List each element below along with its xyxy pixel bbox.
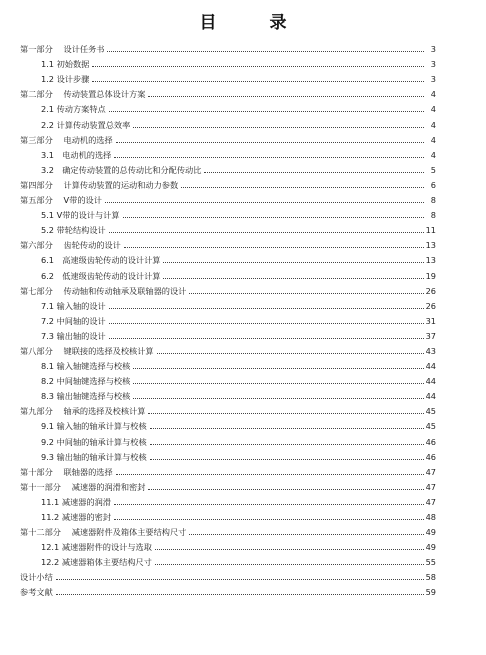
toc-page-number: 11: [425, 225, 436, 236]
toc-subsection-entry[interactable]: [20, 54, 436, 69]
toc-page-number: 3: [430, 44, 436, 55]
toc-subsection-entry[interactable]: [20, 386, 436, 401]
toc-entry-label: 第一部分 设计任务书: [20, 44, 105, 55]
toc-entry-label: 第二部分 传动装置总体设计方案: [20, 89, 146, 100]
toc-page-number: 44: [425, 361, 436, 372]
toc-page-number: 44: [425, 391, 436, 402]
toc-entry-label: 2.2 计算传动装置总效率: [41, 119, 131, 130]
toc-entry-label: 参考文献: [20, 587, 53, 598]
toc-page-number: 45: [425, 421, 436, 432]
toc-subsection-entry[interactable]: [20, 326, 436, 341]
toc-subsection-entry[interactable]: [20, 552, 436, 567]
toc-page-number: 49: [425, 527, 436, 538]
toc-dot-leader: [133, 127, 424, 128]
toc-dot-leader: [148, 489, 423, 490]
toc-entry-label: 7.1 输入轴的设计: [41, 300, 106, 311]
toc-subsection-entry[interactable]: [20, 371, 436, 386]
toc-page-number: 47: [425, 496, 436, 507]
toc-dot-leader: [105, 202, 424, 203]
toc-page-number: 19: [425, 270, 436, 281]
toc-entry-label: 设计小结: [20, 572, 53, 583]
toc-section-entry[interactable]: [20, 522, 436, 537]
toc-dot-leader: [124, 247, 424, 248]
toc-page-number: 44: [425, 376, 436, 387]
toc-page-number: 47: [425, 466, 436, 477]
toc-entry-label: 第八部分 键联接的选择及校核计算: [20, 345, 154, 356]
toc-page-number: 37: [425, 330, 436, 341]
toc-entry-label: 11.1 减速器的润滑: [41, 496, 111, 507]
toc-dot-leader: [109, 338, 424, 339]
toc-entry-label: 9.1 输入轴的轴承计算与校核: [41, 421, 147, 432]
toc-page-number: 4: [430, 89, 436, 100]
toc-entry-label: 9.3 输出轴的轴承计算与校核: [41, 451, 147, 462]
toc-entry-label: 第十一部分 减速器的润滑和密封: [20, 481, 146, 492]
toc-dot-leader: [204, 172, 424, 173]
toc-section-entry[interactable]: [20, 582, 436, 597]
toc-entry-label: 第七部分 传动轴和传动轴承及联轴器的设计: [20, 285, 187, 296]
toc-dot-leader: [150, 459, 424, 460]
toc-dot-leader: [155, 549, 424, 550]
toc-entry-label: 2.1 传动方案特点: [41, 104, 106, 115]
toc-dot-leader: [123, 217, 424, 218]
toc-subsection-entry[interactable]: [20, 431, 436, 446]
toc-entry-label: 9.2 中间轴的轴承计算与校核: [41, 436, 147, 447]
toc-subsection-entry[interactable]: [20, 250, 436, 265]
toc-dot-leader: [114, 504, 424, 505]
toc-page-number: 4: [430, 119, 436, 130]
toc-dot-leader: [148, 96, 424, 97]
toc-page-number: 3: [430, 74, 436, 85]
toc-subsection-entry[interactable]: [20, 416, 436, 431]
toc-page-number: 4: [430, 134, 436, 145]
toc-dot-leader: [157, 353, 424, 354]
toc-entry-label: 1.2 设计步骤: [41, 74, 90, 85]
toc-dot-leader: [116, 142, 424, 143]
toc-entry-label: 6.1 高速级齿轮传动的设计计算: [41, 255, 161, 266]
toc-page-number: 3: [430, 59, 436, 70]
toc-subsection-entry[interactable]: [20, 537, 436, 552]
toc-entry-label: 第三部分 电动机的选择: [20, 134, 113, 145]
toc-dot-leader: [189, 534, 423, 535]
toc-section-entry[interactable]: [20, 175, 436, 190]
toc-page-number: 26: [425, 285, 436, 296]
toc-entry-label: 3.1 电动机的选择: [41, 149, 112, 160]
toc-subsection-entry[interactable]: [20, 492, 436, 507]
toc-section-entry[interactable]: [20, 84, 436, 99]
toc-section-entry[interactable]: [20, 39, 436, 54]
toc-entry-label: 7.2 中间轴的设计: [41, 315, 106, 326]
toc-subsection-entry[interactable]: [20, 311, 436, 326]
toc-page-number: 45: [425, 406, 436, 417]
toc-section-entry[interactable]: [20, 235, 436, 250]
toc-dot-leader: [56, 579, 424, 580]
toc-entry-label: 8.1 输入轴键选择与校核: [41, 361, 131, 372]
toc-dot-leader: [155, 564, 424, 565]
toc-dot-leader: [109, 111, 424, 112]
toc-entry-label: 12.2 减速器箱体主要结构尺寸: [41, 557, 152, 568]
toc-entry-label: 第五部分 V带的设计: [20, 195, 102, 206]
toc-page-number: 48: [425, 512, 436, 522]
toc-entry-label: 1.1 初始数据: [41, 59, 90, 70]
toc-entry-label: 5.2 带轮结构设计: [41, 225, 106, 236]
toc-page-number: 55: [425, 557, 436, 568]
toc-dot-leader: [133, 368, 423, 369]
toc-section-entry[interactable]: [20, 341, 436, 356]
toc-entry-label: 12.1 减速器附件的设计与选取: [41, 542, 152, 553]
toc-dot-leader: [163, 278, 423, 279]
toc-section-entry[interactable]: [20, 281, 436, 296]
toc-dot-leader: [56, 594, 424, 595]
toc-subsection-entry[interactable]: [20, 220, 436, 235]
toc-dot-leader: [116, 474, 424, 475]
toc-dot-leader: [107, 51, 424, 52]
toc-page-number: 31: [425, 315, 436, 326]
toc-page-number: 8: [430, 195, 436, 206]
toc-subsection-entry[interactable]: [20, 507, 436, 522]
toc-entry-label: 第十部分 联轴器的选择: [20, 466, 113, 477]
toc-subsection-entry[interactable]: [20, 145, 436, 160]
toc-page-number: 6: [430, 179, 436, 190]
toc-entry-label: 第六部分 齿轮传动的设计: [20, 240, 121, 251]
toc-entry-label: 11.2 减速器的密封: [41, 512, 111, 522]
toc-subsection-entry[interactable]: [20, 265, 436, 280]
toc-dot-leader: [114, 519, 424, 520]
toc-subsection-entry[interactable]: [20, 69, 436, 84]
toc-dot-leader: [133, 383, 423, 384]
toc-section-entry[interactable]: [20, 190, 436, 205]
toc-entry-label: 第四部分 计算传动装置的运动和动力参数: [20, 179, 179, 190]
toc-dot-leader: [109, 323, 424, 324]
toc-entry-label: 3.2 确定传动装置的总传动比和分配传动比: [41, 164, 202, 175]
toc-section-entry[interactable]: [20, 401, 436, 416]
toc-subsection-entry[interactable]: [20, 205, 436, 220]
toc-dot-leader: [109, 308, 424, 309]
toc-page-number: 58: [425, 572, 436, 583]
table-of-contents: [20, 39, 436, 597]
toc-dot-leader: [92, 81, 424, 82]
toc-dot-leader: [189, 293, 423, 294]
toc-subsection-entry[interactable]: [20, 114, 436, 129]
toc-page-number: 4: [430, 104, 436, 115]
toc-page-number: 43: [425, 345, 436, 356]
toc-page-number: 5: [430, 164, 436, 175]
toc-subsection-entry[interactable]: [20, 296, 436, 311]
toc-dot-leader: [92, 66, 424, 67]
toc-dot-leader: [114, 157, 424, 158]
toc-section-entry[interactable]: [20, 477, 436, 492]
toc-section-entry[interactable]: [20, 130, 436, 145]
toc-entry-label: 6.2 低速级齿轮传动的设计计算: [41, 270, 161, 281]
toc-subsection-entry[interactable]: [20, 160, 436, 175]
toc-section-entry[interactable]: [20, 567, 436, 582]
toc-entry-label: 第十二部分 减速器附件及箱体主要结构尺寸: [20, 527, 187, 538]
toc-dot-leader: [181, 187, 424, 188]
toc-page-number: 46: [425, 451, 436, 462]
toc-dot-leader: [150, 444, 424, 445]
page-title: 目 录: [199, 13, 305, 33]
toc-page-number: 26: [425, 300, 436, 311]
toc-entry-label: 第九部分 轴承的选择及校核计算: [20, 406, 146, 417]
toc-dot-leader: [150, 428, 424, 429]
toc-page-number: 8: [430, 210, 436, 221]
toc-entry-label: 8.2 中间轴键选择与校核: [41, 376, 131, 387]
toc-dot-leader: [133, 398, 423, 399]
toc-page-number: 47: [425, 481, 436, 492]
toc-dot-leader: [163, 262, 423, 263]
toc-subsection-entry[interactable]: [20, 356, 436, 371]
toc-page-number: 49: [425, 542, 436, 553]
toc-entry-label: 5.1 V带的设计与计算: [41, 210, 120, 221]
toc-section-entry[interactable]: [20, 462, 436, 477]
toc-page-number: 59: [425, 587, 436, 598]
toc-page-number: 4: [430, 149, 436, 160]
toc-page-number: 13: [425, 255, 436, 266]
toc-entry-label: 8.3 输出轴键选择与校核: [41, 391, 131, 402]
toc-subsection-entry[interactable]: [20, 99, 436, 114]
toc-page-number: 13: [425, 240, 436, 251]
toc-subsection-entry[interactable]: [20, 447, 436, 462]
toc-page-number: 46: [425, 436, 436, 447]
toc-dot-leader: [109, 232, 424, 233]
toc-dot-leader: [148, 413, 423, 414]
toc-entry-label: 7.3 输出轴的设计: [41, 330, 106, 341]
